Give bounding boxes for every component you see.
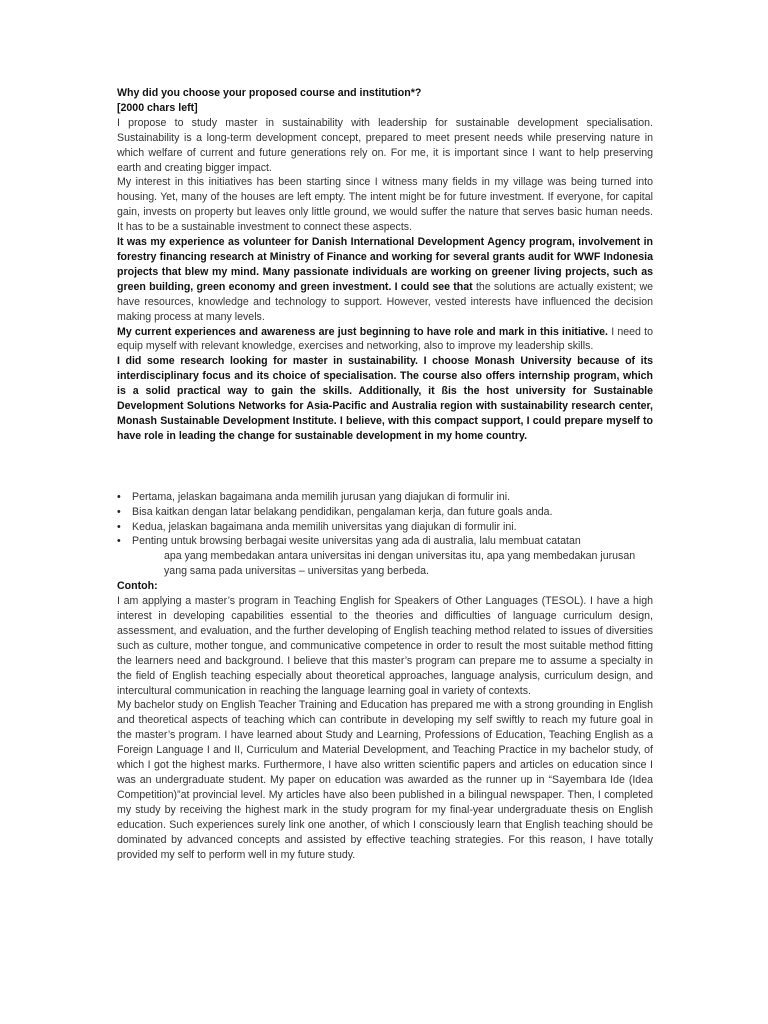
instruction-item: • Kedua, jelaskan bagaimana anda memilih universitas yang diajukan di formulir ini.: [117, 520, 653, 535]
example-paragraph: My bachelor study on English Teacher Training and Education has prepared me with a strong grounding in English and theoretical aspects of teaching which can contribute in developing my self swiftly to reach my future goal in the master’s program. I have learned about Study and Learning, Professions of Education, Teaching English as a Foreign Language I and II, Curriculum and Material Development, and Teaching Practice in my bachelor study, of which I got the highest marks. Furthermore, I have also written scientific papers and articles on education since I was an undergraduate student. My paper on education was awarded as the runner up in “Sayembara Ide (Idea Competition)”at provincial level. My articles have also been published in a bilingual newspaper. Then, I completed my study by receiving the highest mark in the study program for my final-year undergraduate thesis on English education. Such experiences surely link one another, of which I consciously learn that English teaching should be dominated by advanced concepts and assisted by effective teaching strategies. For this reason, I have totally provided my self to perform well in my future study.: [117, 699, 653, 861]
example-paragraph: I am applying a master’s program in Teaching English for Speakers of Other Languages (TESOL). I have a high interest in developing capabilities essential to the theories and difficulties of language curriculum design, assessment, and evaluation, and the further developing of English teaching method related to issues of diversities such as culture, mother tongue, and communicative competence in order to result the most suitable method fitting the learners need and background. I believe that this master’s program can prepare me to assume a specialty in the field of English teaching especially about theoretical approaches, language analysis, curriculum design, and intercultural communication in reaching the language learning goal in variety of contexts.: [117, 595, 653, 697]
instruction-item-first-line: Penting untuk browsing berbagai wesite universitas yang ada di australia, lalu membuat catatan: [132, 535, 581, 548]
current-paragraph: [117, 325, 653, 355]
instruction-item-continuation: apa yang membedakan antara universitas ini dengan universitas itu, apa yang membedakan jurusan yang sama pada universitas – universitas yang berbeda.: [164, 550, 636, 578]
answer-paragraph: I propose to study master in sustainability with leadership for sustainable development specialisation. Sustainability is a long-term development concept, prepared to meet present needs while preserving nature in which welfare of current and future generations rely on. For me, it is important since I want to help preserving earth and creating bigger impact.: [117, 116, 653, 174]
experience-paragraph: [117, 235, 653, 324]
experience-bold-text: It was my experience as volunteer for Danish International Development Agency program, involvement in forestry financing research at Ministry of Finance and working for several grants audit for WWF Indonesia projects that blew my mind. Many passionate individuals are working on greener living projects, such as green building, green economy and green investment. I could see that: [117, 236, 653, 293]
chars-left-counter: [2000 chars left]: [117, 101, 198, 114]
question-heading: Why did you choose your proposed course and institution*?: [117, 87, 422, 99]
current-normal-text: I need to equip myself with relevant knowledge, exercises and networking, also to improve my leadership skills.: [117, 325, 653, 353]
example-label: Contoh:: [117, 580, 158, 593]
current-bold-text: My current experiences and awareness are just beginning to have role and mark in this initiative.: [117, 325, 608, 338]
research-paragraph: I did some research looking for master in sustainability. I choose Monash University because of its interdisciplinary focus and its choice of specialisation. The course also offers internship program, which is a solid practical way to gain the skills. Additionally, it ßis the host university for Sustainable Development Solutions Networks for Asia-Pacific and Australia region with sustainability research center, Monash Sustainable Development Institute. I believe, with this compact support, I could prepare myself to have role in leading the change for sustainable development in my home country.: [117, 355, 653, 442]
instruction-list: [117, 490, 653, 579]
instruction-item: • Bisa kaitkan dengan latar belakang pendidikan, pengalaman kerja, dan future goals anda.: [117, 505, 653, 520]
section-spacer: [117, 444, 653, 490]
instruction-item: [117, 534, 653, 579]
document-content: [117, 86, 653, 862]
answer-paragraph: My interest in this initiatives has been starting since I witness many fields in my village was being turned into housing. Yet, many of the houses are left empty. The intent might be for future investment. If everyone, for capital gain, invests on property but leaves only little ground, we would suffer the nature that serves basic human needs. It has to be a sustainable investment to connect these aspects.: [117, 176, 653, 234]
instruction-item: • Pertama, jelaskan bagaimana anda memilih jurusan yang diajukan di formulir ini.: [117, 490, 653, 505]
experience-normal-text: the solutions are actually existent; we have resources, knowledge and technology to support. However, vested interests have influenced the decision making process at many levels.: [117, 280, 653, 323]
